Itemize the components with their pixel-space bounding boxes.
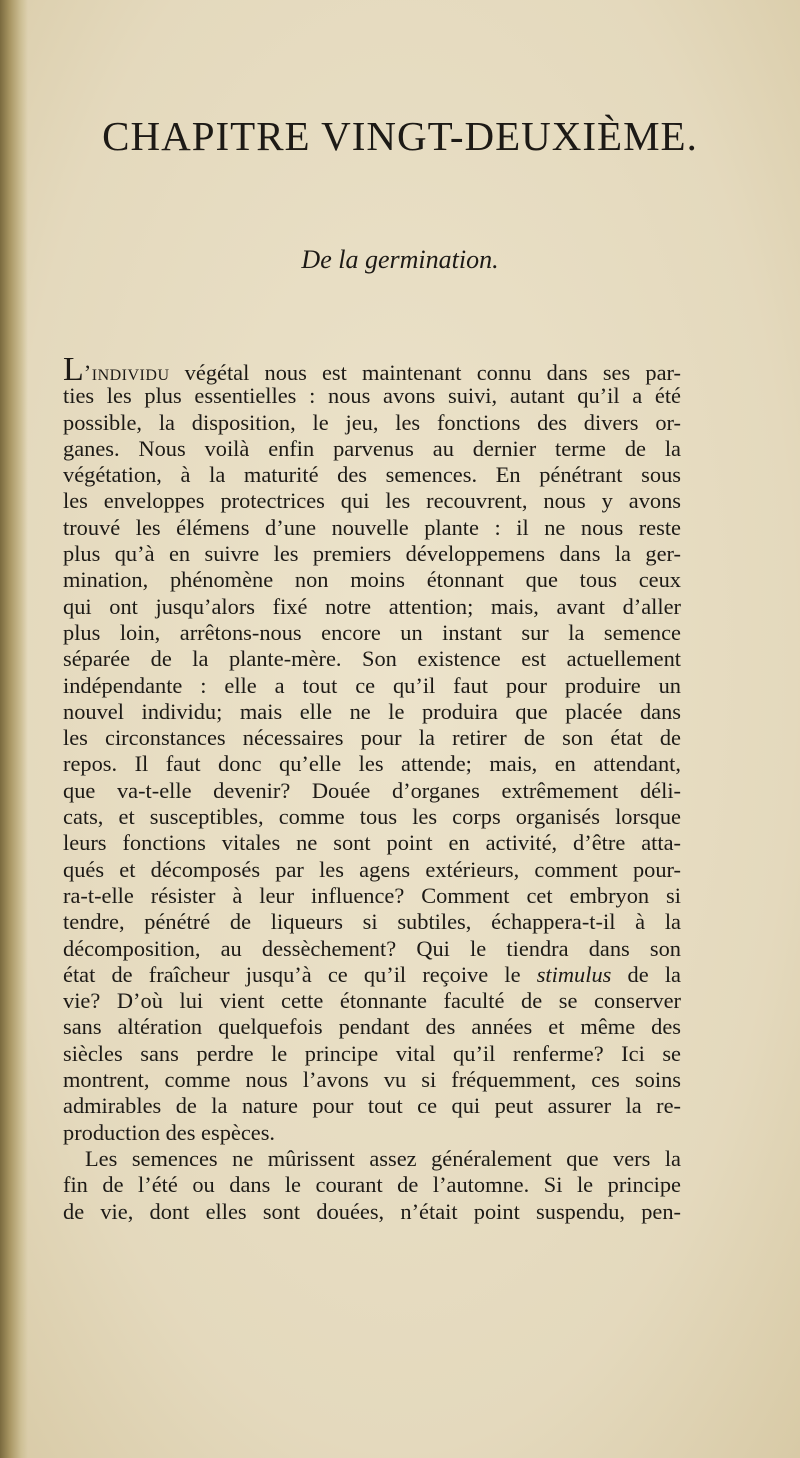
text-line: les enveloppes protectrices qui les recouvrent, nous y avons <box>63 488 681 514</box>
text-line: nouvel individu; mais elle ne le produira que placée dans <box>63 698 681 724</box>
text-line: plus qu’à en suivre les premiers développemens dans la ger- <box>63 541 681 567</box>
text-line: végétation, à la maturité des semences. En pénétrant sous <box>63 462 681 488</box>
text-line <box>63 351 681 388</box>
drop-cap: L <box>63 351 84 388</box>
text-line <box>63 962 681 988</box>
text-line: sans altération quelquefois pendant des années et même des <box>63 1014 681 1040</box>
text-line: repos. Il faut donc qu’elle les attende; mais, en attendant, <box>63 751 681 777</box>
text-line: vie? D’où lui vient cette étonnante faculté de se conserver <box>63 988 681 1014</box>
page-binding-edge <box>0 0 28 1458</box>
text-line: leurs fonctions vitales ne sont point en activité, d’être atta- <box>63 830 681 856</box>
text-line: ties les plus essentielles : nous avons suivi, autant qu’il a été <box>63 383 681 409</box>
text-line: mination, phénomène non moins étonnant que tous ceux <box>63 567 681 593</box>
opening-smallcaps: ’individu <box>83 360 170 385</box>
text-line: fin de l’été ou dans le courant de l’automne. Si le principe <box>63 1172 681 1198</box>
text-line: trouvé les élémens d’une nouvelle plante : il ne nous reste <box>63 514 681 540</box>
italic-term: stimulus <box>536 961 612 987</box>
text-line: montrent, comme nous l’avons vu si fréquemment, ces soins <box>63 1067 681 1093</box>
text-line-content: de la <box>611 961 681 987</box>
text-line-content: végétal nous est maintenant connu dans ses par- <box>169 360 681 385</box>
text-line: admirables de la nature pour tout ce qui peut assurer la re- <box>63 1093 681 1119</box>
text-line: que va-t-elle devenir? Douée d’organes extrêmement déli- <box>63 777 681 803</box>
text-line: ra-t-elle résister à leur influence? Comment cet embryon si <box>63 882 681 908</box>
text-line: possible, la disposition, le jeu, les fonctions des divers or- <box>63 409 681 435</box>
text-line: cats, et susceptibles, comme tous les corps organisés lorsque <box>63 804 681 830</box>
text-line: production des espèces. <box>63 1119 276 1145</box>
text-line: indépendante : elle a tout ce qu’il faut pour produire un <box>63 672 681 698</box>
text-line: tendre, pénétré de liqueurs si subtiles, échappera-t-il à la <box>63 909 681 935</box>
text-line: qués et décomposés par les agens extérieurs, comment pour- <box>63 856 681 882</box>
text-line: qui ont jusqu’alors fixé notre attention; mais, avant d’aller <box>63 593 681 619</box>
text-line: ganes. Nous voilà enfin parvenus au dernier terme de la <box>63 435 681 461</box>
text-line: Les semences ne mûrissent assez généralement que vers la <box>85 1145 681 1171</box>
text-line: siècles sans perdre le principe vital qu’il renferme? Ici se <box>63 1040 681 1066</box>
section-subtitle: De la germination. <box>301 245 499 274</box>
body-text <box>63 351 681 1225</box>
text-line: plus loin, arrêtons-nous encore un instant sur la semence <box>63 619 681 645</box>
text-line: les circonstances nécessaires pour la retirer de son état de <box>63 725 681 751</box>
text-line: séparée de la plante-mère. Son existence est actuellement <box>63 646 681 672</box>
text-line-content: état de fraîcheur jusqu’à ce qu’il reçoive le <box>63 961 521 987</box>
text-line: de vie, dont elles sont douées, n’était point suspendu, pen- <box>63 1198 681 1224</box>
chapter-title: CHAPITRE VINGT-DEUXIÈME. <box>102 113 698 159</box>
text-line: décomposition, au dessèchement? Qui le tiendra dans son <box>63 935 681 961</box>
